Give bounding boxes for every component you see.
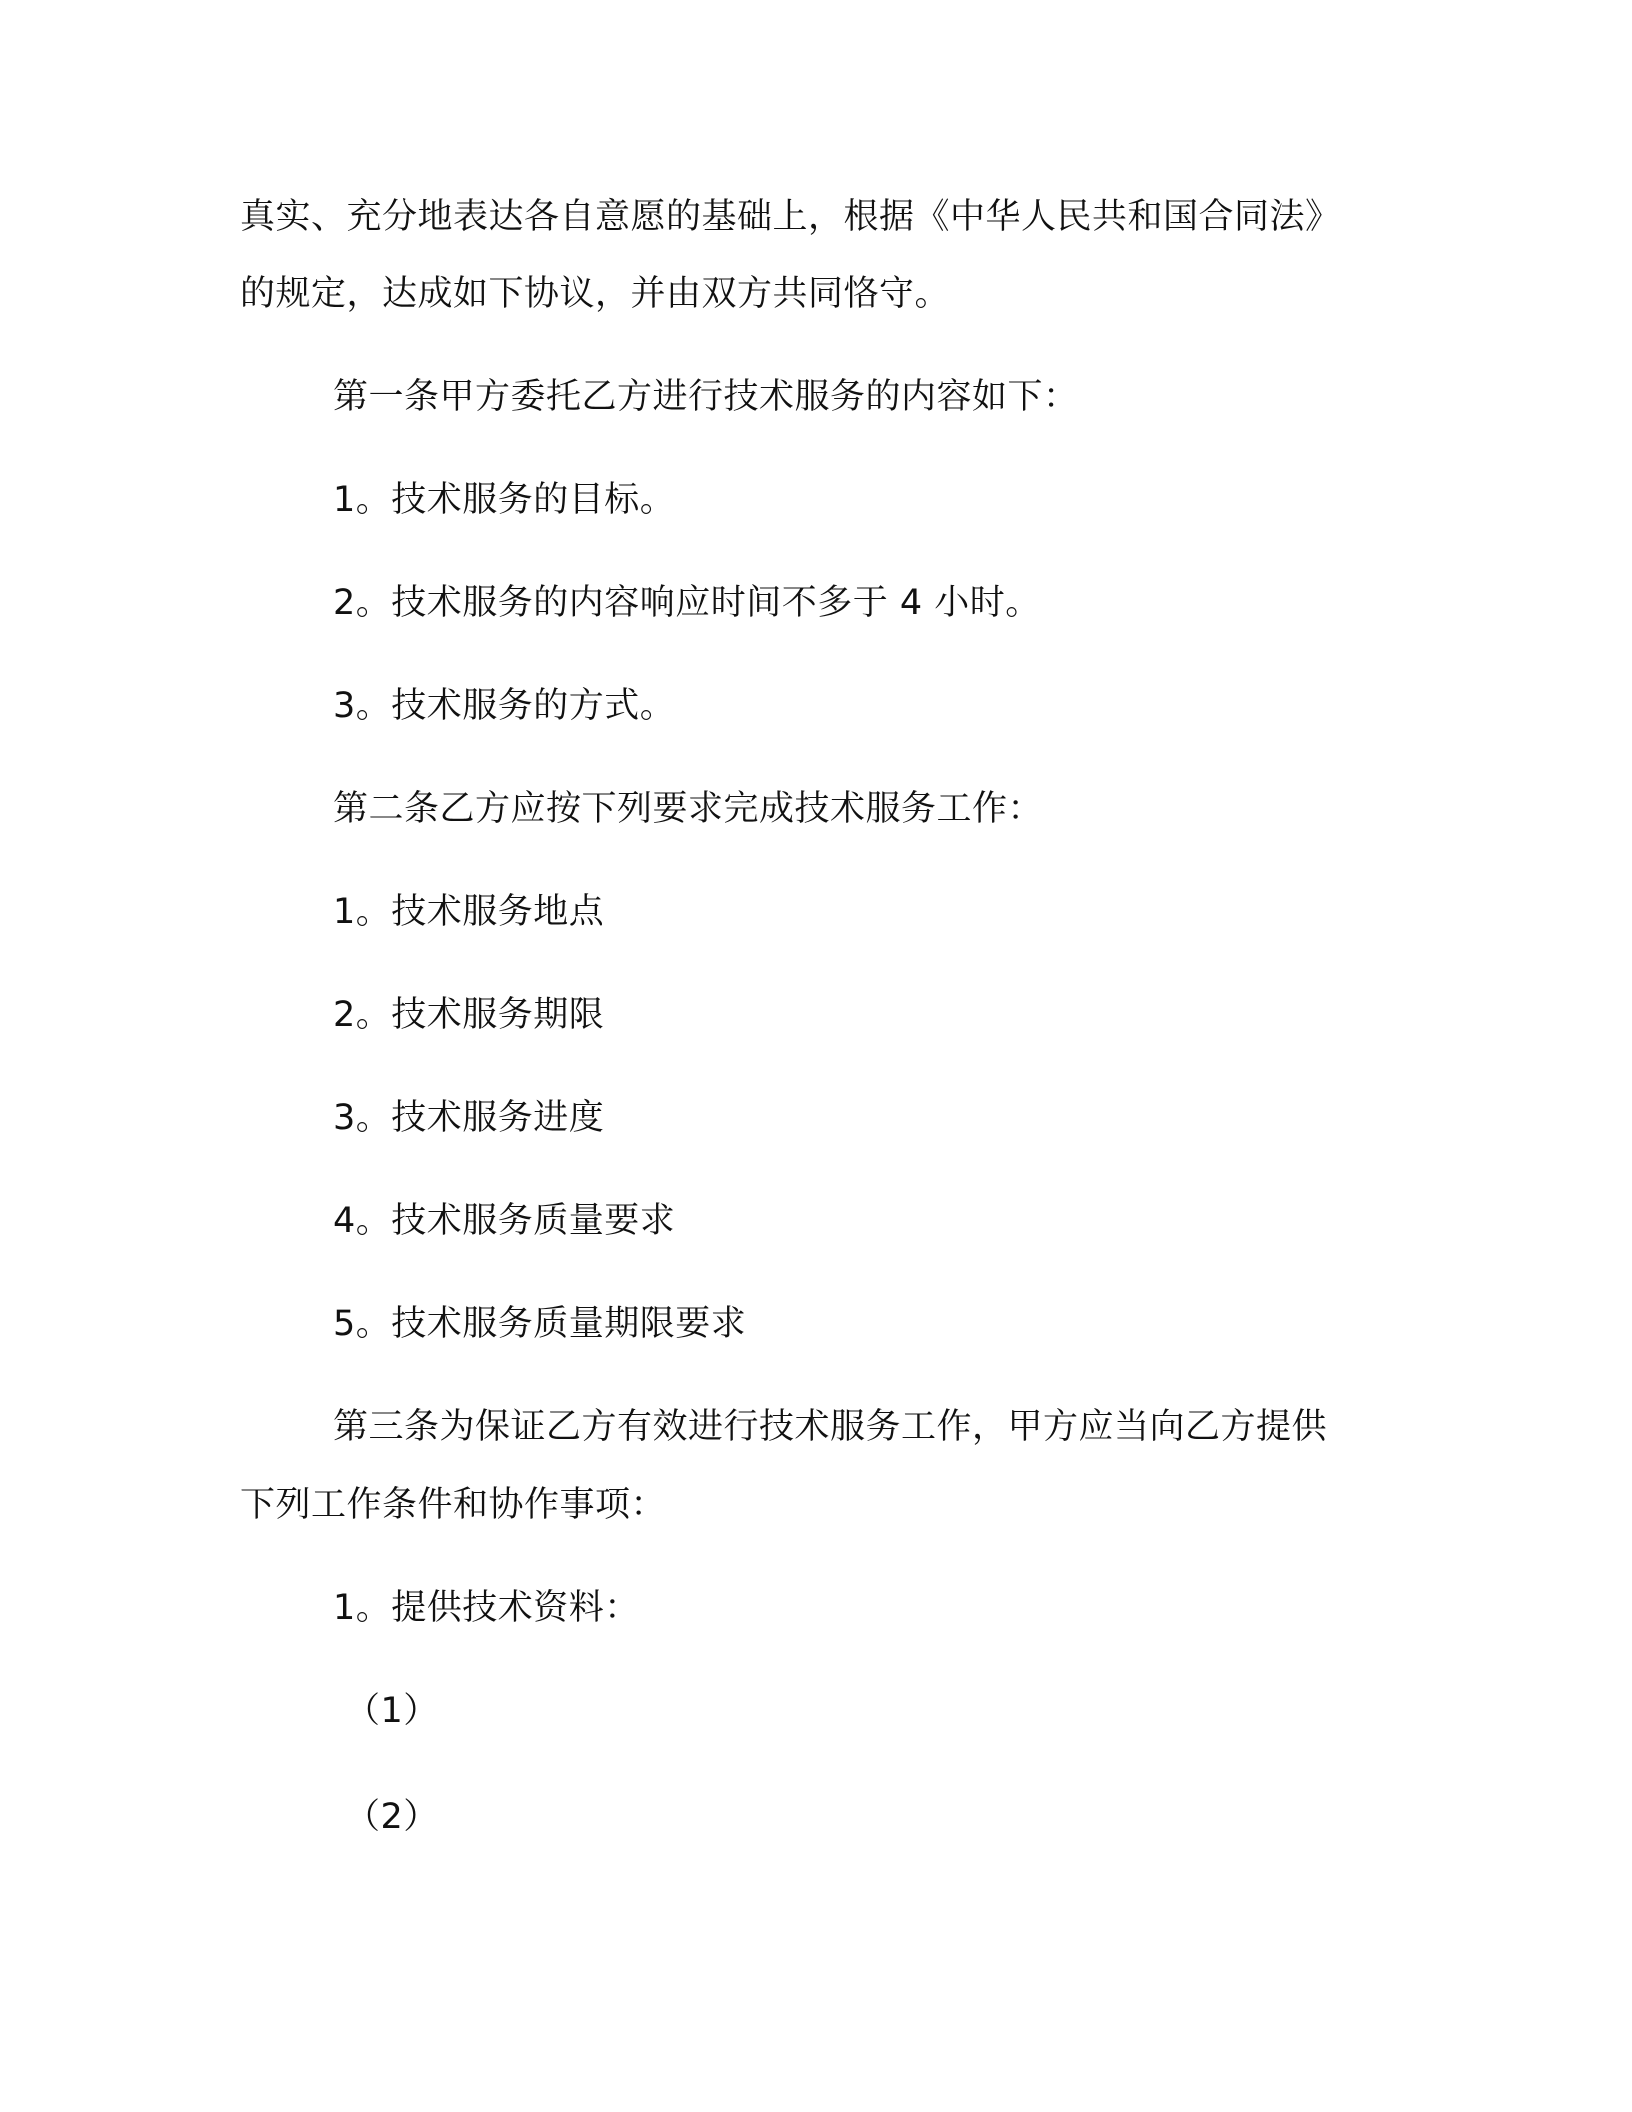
article-1-item-3: 3。技术服务的方式。 bbox=[333, 686, 676, 726]
article-2-item-1: 1。技术服务地点 bbox=[333, 892, 605, 932]
article-3-item-1: 1。提供技术资料： bbox=[333, 1588, 640, 1628]
intro-line-1: 真实、充分地表达各自意愿的基础上，根据《中华人民共和国合同法》 bbox=[240, 197, 1341, 237]
article-1-item-2: 2。技术服务的内容响应时间不多于 4 小时。 bbox=[333, 583, 1041, 623]
intro-line-2: 的规定，达成如下协议，并由双方共同恪守。 bbox=[240, 274, 951, 314]
article-2-item-3: 3。技术服务进度 bbox=[333, 1098, 605, 1138]
article-1-item-1: 1。技术服务的目标。 bbox=[333, 480, 676, 520]
article-3-subitem-2: （2） bbox=[345, 1797, 439, 1837]
article-2-item-5: 5。技术服务质量期限要求 bbox=[333, 1304, 747, 1344]
article-3-heading-line-1: 第三条为保证乙方有效进行技术服务工作，甲方应当向乙方提供 bbox=[333, 1407, 1328, 1447]
article-1-heading: 第一条甲方委托乙方进行技术服务的内容如下： bbox=[333, 377, 1079, 417]
article-2-heading: 第二条乙方应按下列要求完成技术服务工作： bbox=[333, 789, 1044, 829]
article-3-subitem-1: （1） bbox=[345, 1691, 439, 1731]
article-2-item-2: 2。技术服务期限 bbox=[333, 995, 605, 1035]
article-3-heading-line-2: 下列工作条件和协作事项： bbox=[240, 1485, 667, 1525]
article-2-item-4: 4。技术服务质量要求 bbox=[333, 1201, 676, 1241]
